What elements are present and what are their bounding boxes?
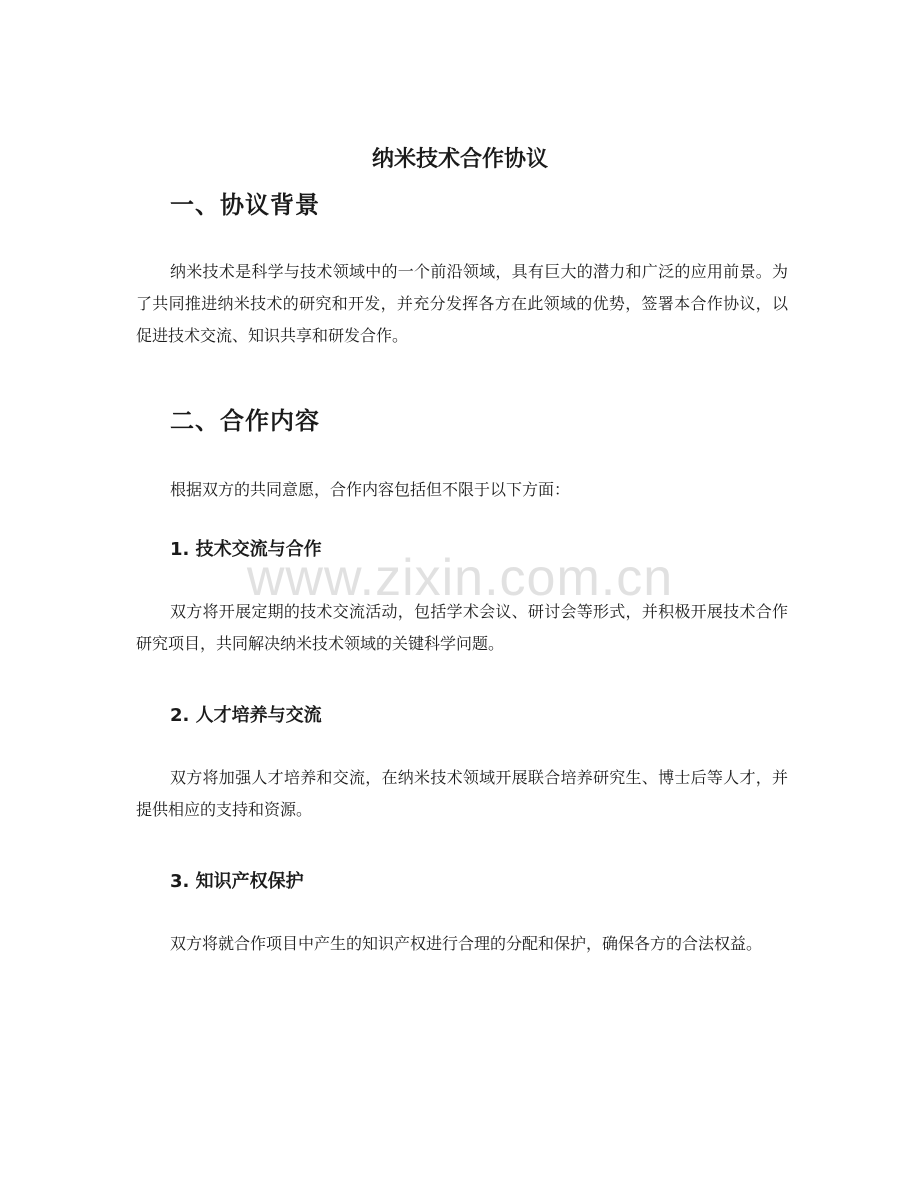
document-title: 纳米技术合作协议	[371, 147, 548, 172]
watermark-text: www.zixin.com.cn	[246, 549, 674, 607]
section-heading-content: 二、合作内容	[170, 407, 320, 435]
section-heading-background: 一、协议背景	[170, 191, 320, 219]
subsection-paragraph-talent: 双方将加强人才培养和交流，在纳米技术领域开展联合培养研究生、博士后等人才，并提供相应的支持和资源。	[136, 768, 788, 819]
subsection-paragraph-tech-exchange: 双方将开展定期的技术交流活动，包括学术会议、研讨会等形式，并积极开展技术合作研究项目，共同解决纳米技术领域的关键科学问题。	[136, 602, 788, 653]
subsection-heading-ip: 3. 知识产权保护	[170, 871, 304, 892]
subsection-paragraph-ip: 双方将就合作项目中产生的知识产权进行合理的分配和保护，确保各方的合法权益。	[170, 934, 763, 953]
section-paragraph-content-intro: 根据双方的共同意愿，合作内容包括但不限于以下方面：	[170, 480, 571, 499]
subsection-heading-tech-exchange: 1. 技术交流与合作	[170, 539, 322, 560]
section-paragraph-background: 纳米技术是科学与技术领域中的一个前沿领域，具有巨大的潜力和广泛的应用前景。为了共同推进纳米技术的研究和开发，并充分发挥各方在此领域的优势，签署本合作协议，以促进技术交流、知识共享和研发合作。	[136, 262, 788, 345]
subsection-heading-talent: 2. 人才培养与交流	[170, 705, 322, 726]
